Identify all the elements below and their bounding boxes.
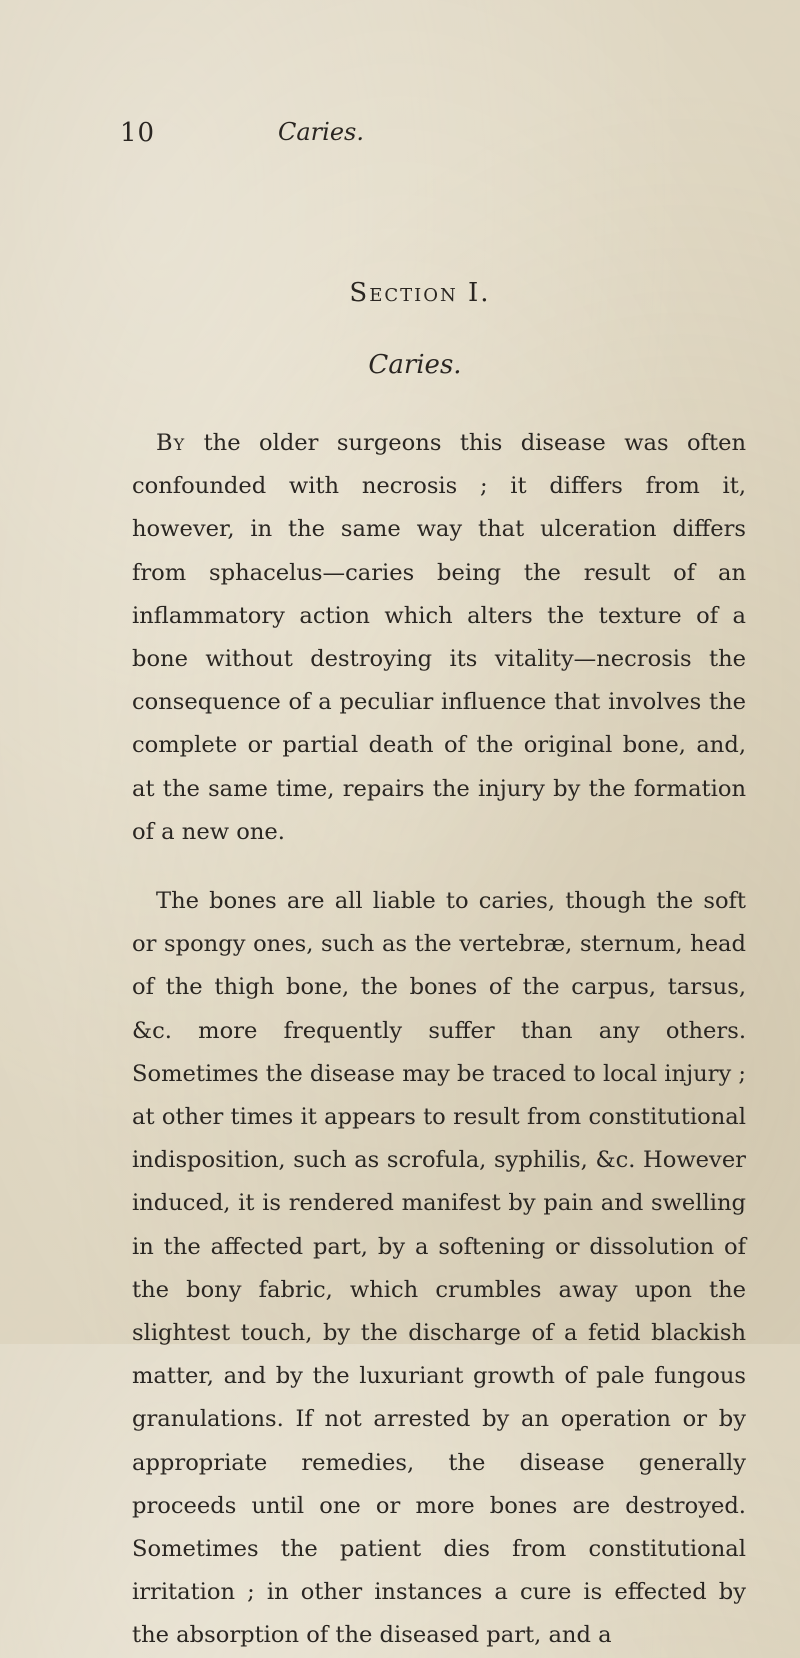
section-heading: Section I. xyxy=(349,278,491,308)
body-text xyxy=(132,422,746,1658)
paragraph xyxy=(132,880,746,1658)
running-title: Caries. xyxy=(278,118,364,146)
paragraph-text: the older surgeons this disease was often confounded with necrosis ; it differs from it, however, in the same way that ulceration differs from sphacelus—caries being the result of an inflammatory action which alters the texture of a bone without destroying its vitality—necrosis the consequence of a peculiar influence that involves the complete or partial death of the original bone, and, at the same time, repairs the injury by the formation of a new one. xyxy=(132,430,746,845)
page-number: 10 xyxy=(120,118,156,148)
paragraph-lead-word: By xyxy=(156,430,186,456)
running-head xyxy=(120,118,740,158)
subject-heading: Caries. xyxy=(368,350,462,380)
paragraph-text: The bones are all liable to caries, though the soft or spongy ones, such as the vertebræ, sternum, head of the thigh bone, the bones of the carpus, tarsus, &c. more frequently suffer than any others. Sometimes the disease may be traced to local injury ; at other times it appears to result from constitutional indisposition, such as scrofula, syphilis, &c. However induced, it is rendered manifest by pain and swelling in the affected part, by a softening or dissolution of the bony fabric, which crumbles away upon the slightest touch, by the discharge of a fetid blackish matter, and by the luxuriant growth of pale fungous granulations. If not arrested by an operation or by appropriate remedies, the disease generally proceeds until one or more bones are destroyed. Sometimes the patient dies from constitutional irritation ; in other instances a cure is effected by the absorption of the diseased part, and a xyxy=(132,888,747,1649)
paragraph xyxy=(132,422,746,854)
